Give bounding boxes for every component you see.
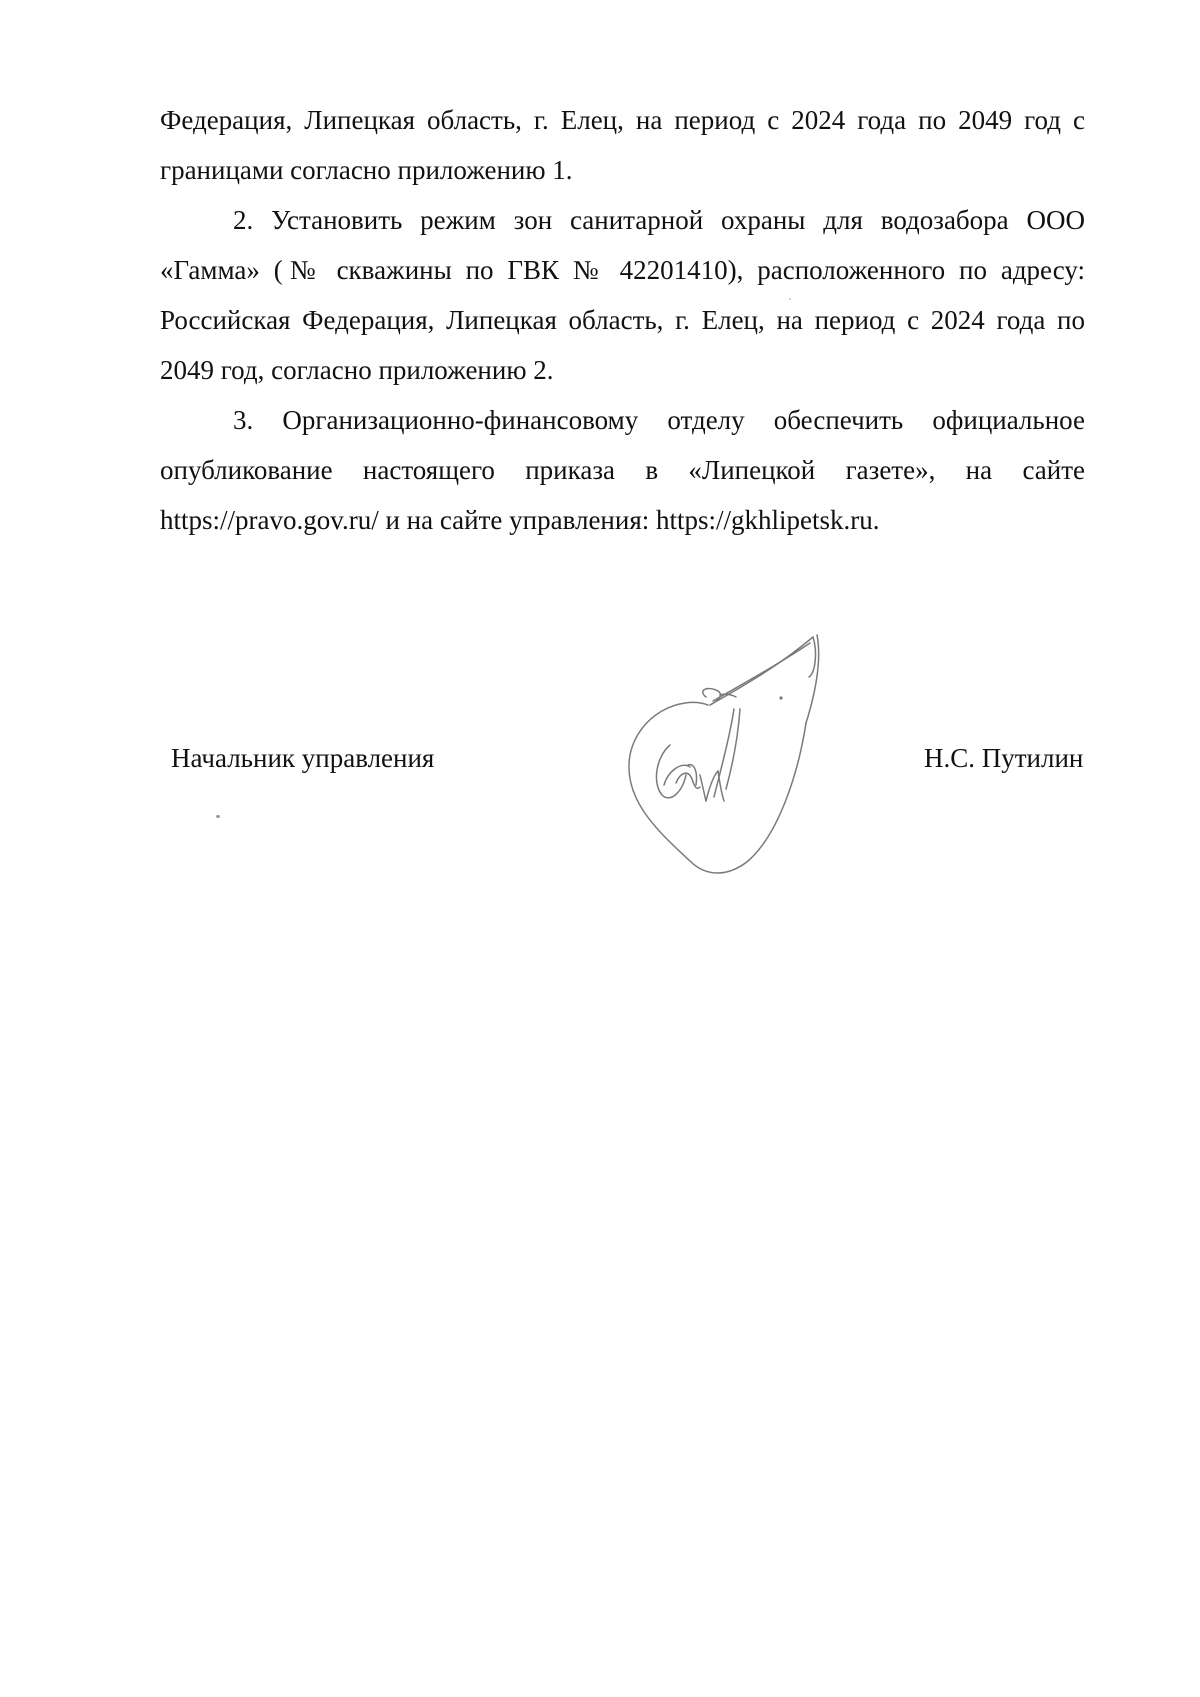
paragraph-item-3: 3. Организационно-финансовому отделу обеспечить официальное опубликование настоящего приказа в «Липецкой газете», на сайте https://pravo.gov.ru/ и на сайте управления: https://gkhlipetsk.ru. (160, 405, 1085, 535)
document-body (160, 95, 1085, 545)
scan-speck (216, 815, 220, 818)
paragraph-continuation: Федерация, Липецкая область, г. Елец, на период с 2024 года по 2049 год с границами согласно приложению 1. (160, 105, 1085, 185)
handwritten-signature (610, 625, 850, 880)
signatory-name: Н.С. Путилин (924, 743, 1084, 773)
scan-speck (789, 298, 791, 300)
signatory-title: Начальник управления (171, 743, 435, 773)
paragraph-item-2: 2. Установить режим зон санитарной охраны для водозабора ООО «Гамма» (№ скважины по ГВК № 42201410), расположенного по адресу: Российская Федерация, Липецкая область, г. Елец, на период с 2024 года по 2049 год, согласно приложению 2. (160, 205, 1085, 385)
